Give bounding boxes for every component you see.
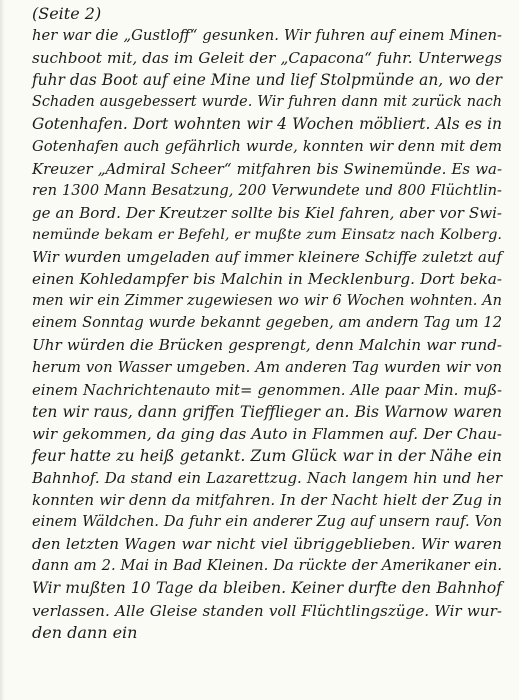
text-line: her war die „Gustloff“ gesunken. Wir fuhren auf einem Minen- <box>32 27 502 45</box>
page-heading: (Seite 2) <box>32 4 102 23</box>
text-line: Gotenhafen auch gefährlich wurde, konnten wir denn mit dem <box>32 137 502 155</box>
text-line: Kreuzer „Admiral Scheer“ mitfahren bis Swinemünde. Es wa- <box>32 159 502 178</box>
text-line: suchboot mit, das im Geleit der „Capacona“ fuhr. Unterwegs <box>32 49 502 68</box>
text-line: dann am 2. Mai in Bad Kleinen. Da rückte der Amerikaner ein. <box>32 557 502 575</box>
text-line: den letzten Wagen war nicht viel übriggeblieben. Wir waren <box>32 535 502 554</box>
text-line: ren 1300 Mann Besatzung, 200 Verwundete und 800 Flüchtlin- <box>32 181 502 199</box>
text-line: fuhr das Boot auf eine Mine und lief Stolpmünde an, wo der <box>32 71 502 90</box>
page-edge-shadow <box>0 0 5 700</box>
text-line: einen Kohledampfer bis Malchin in Mecklenburg. Dort beka- <box>32 270 502 289</box>
text-line: Wir wurden umgeladen auf immer kleinere Schiffe zuletzt auf <box>32 248 502 267</box>
text-line: einem Nachrichtenauto mit= genommen. Alle paar Min. muß- <box>32 380 502 399</box>
text-line: einem Sonntag wurde bekannt gegeben, am andern Tag um 12 <box>32 314 502 332</box>
text-line: Wir mußten 10 Tage da bleiben. Keiner durfte den Bahnhof <box>32 579 502 598</box>
text-line: herum von Wasser umgeben. Am anderen Tag wurden wir von <box>32 358 502 376</box>
text-line: Schaden ausgebessert wurde. Wir fuhren dann mit zurück nach <box>32 94 502 111</box>
text-line: feur hatte zu heiß getankt. Zum Glück war in der Nähe ein <box>32 445 502 465</box>
text-line: konnten wir denn da mitfahren. In der Nacht hielt der Zug in <box>32 491 502 510</box>
text-line: einem Wäldchen. Da fuhr ein anderer Zug auf unsern rauf. Von <box>32 513 502 531</box>
text-line: wir gekommen, da ging das Auto in Flammen auf. Der Chau- <box>32 424 502 443</box>
text-line: men wir ein Zimmer zugewiesen wo wir 6 Wochen wohnten. An <box>32 293 502 310</box>
text-line: den dann ein <box>32 622 138 642</box>
text-line: Gotenhafen. Dort wohnten wir 4 Wochen möbliert. Als es in <box>32 115 502 134</box>
text-line: nemünde bekam er Befehl, er mußte zum Einsatz nach Kolberg. <box>32 226 502 243</box>
text-line: Bahnhof. Da stand ein Lazarettzug. Nach langem hin und her <box>32 468 502 487</box>
text-line: ge an Bord. Der Kreutzer sollte bis Kiel fahren, aber vor Swi- <box>32 203 502 222</box>
text-line: Uhr würden die Brücken gesprengt, denn Malchin war rund- <box>32 336 502 355</box>
document-text <box>32 3 502 644</box>
text-line: verlassen. Alle Gleise standen voll Flüchtlingszüge. Wir wur- <box>32 601 502 620</box>
text-line: ten wir raus, dann griffen Tiefflieger an. Bis Warnow waren <box>32 402 502 421</box>
